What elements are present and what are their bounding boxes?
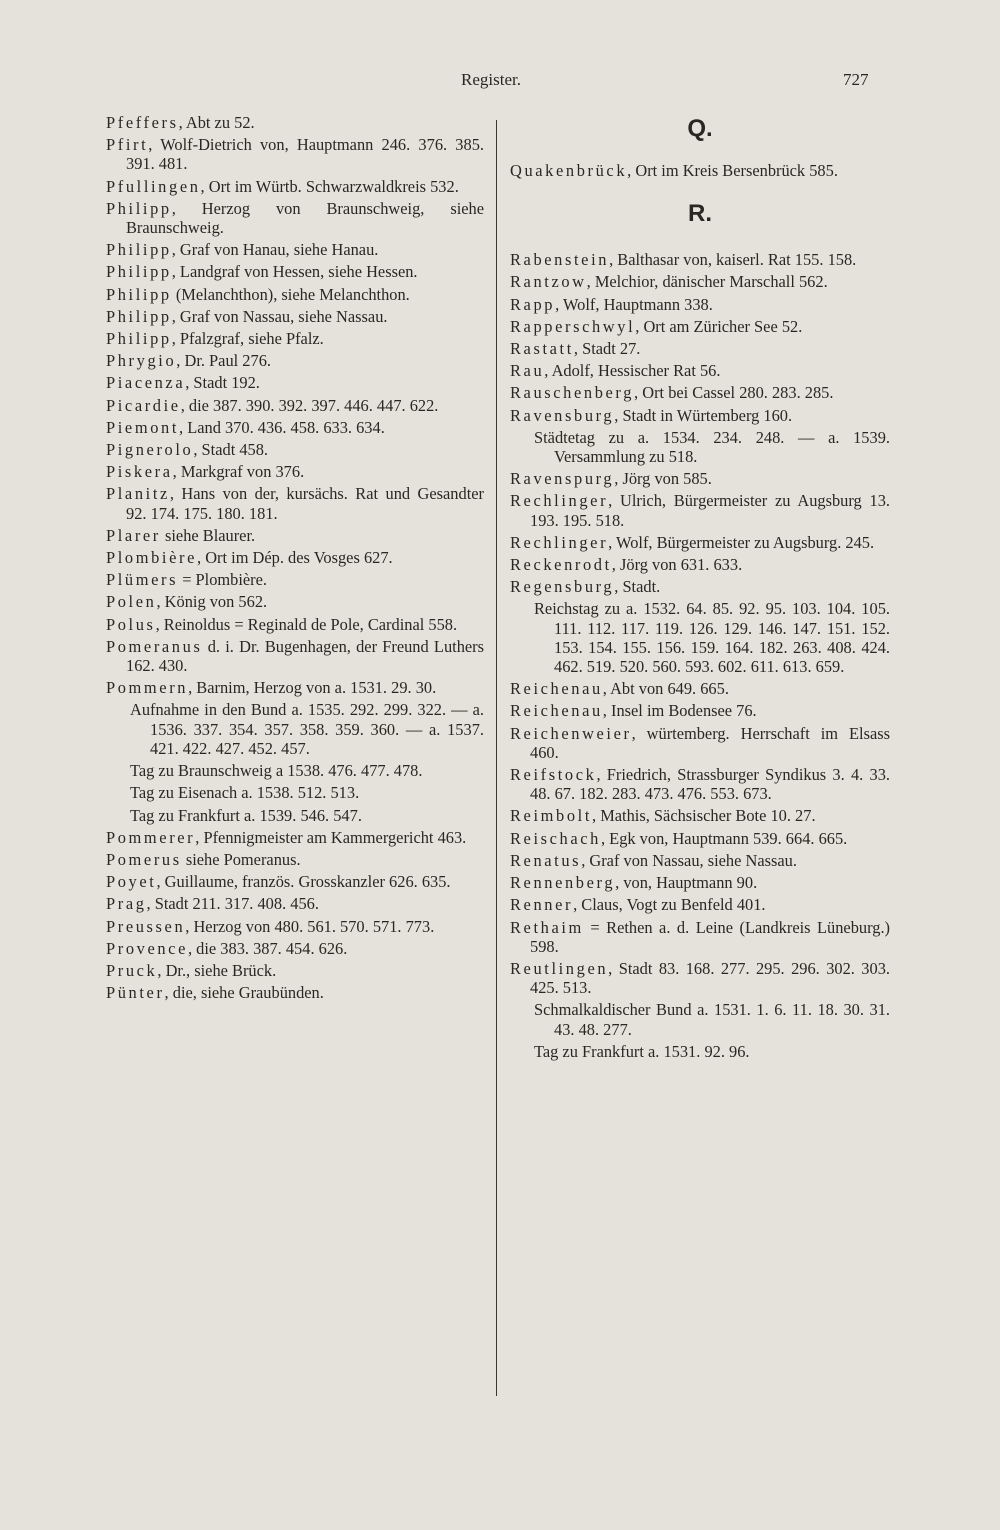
right-column xyxy=(510,113,890,1064)
entry-text: , Abt zu 52. xyxy=(178,113,255,132)
index-entry xyxy=(106,548,484,567)
entry-headword: Pommern xyxy=(106,678,189,698)
entry-text: , Graf von Nassau, siehe Nassau. xyxy=(171,306,388,326)
entry-text: siehe Pomeranus. xyxy=(181,849,301,869)
entry-headword: Pomeranus xyxy=(106,636,203,656)
index-entry xyxy=(510,555,890,574)
index-entry xyxy=(106,850,484,869)
index-entry xyxy=(106,462,484,481)
index-entry xyxy=(106,615,484,634)
entry-headword: Philipp xyxy=(106,262,172,282)
entry-text: , Ort am Züricher See 52. xyxy=(635,316,803,336)
index-entry xyxy=(106,177,484,196)
index-entry xyxy=(106,440,484,459)
entry-text: , Insel im Bodensee 76. xyxy=(602,701,757,721)
entry-text: , Abt von 649. 665. xyxy=(602,679,729,699)
page-number: 727 xyxy=(843,70,869,89)
index-entry xyxy=(510,701,890,720)
entry-headword: Quakenbrück xyxy=(510,161,628,180)
entry-text: , Landgraf von Hessen, siehe Hessen. xyxy=(171,262,418,282)
index-entry xyxy=(106,570,484,589)
entry-headword: Pfirt xyxy=(106,135,149,155)
left-column xyxy=(106,113,484,1005)
entry-headword: Pruck xyxy=(106,960,158,980)
entry-text: = Rethen a. d. Leine (Landkreis Lüneburg.) 598. xyxy=(530,917,890,956)
entry-text: , Stadt in Würtemberg 160. xyxy=(614,405,793,425)
entry-text: , Jörg von 585. xyxy=(614,469,712,489)
entry-text: , von, Hauptmann 90. xyxy=(615,873,758,893)
entry-headword: Reutlingen xyxy=(510,958,609,978)
entry-text: , die 387. 390. 392. 397. 446. 447. 622. xyxy=(180,395,439,415)
index-entry xyxy=(510,806,890,825)
index-entry xyxy=(510,406,890,425)
entry-headword: Rapperschwyl xyxy=(510,316,636,336)
entry-text: , Ulrich, Bürgermeister zu Augsburg 13. 193. 195. 518. xyxy=(530,491,890,530)
index-subentry: Aufnahme in den Bund a. 1535. 292. 299. 322. — a. 1536. 337. 354. 357. 358. 359. 360. — a. 1537. 421. 422. 427. 452. 457. xyxy=(130,700,484,758)
entry-headword: Prag xyxy=(106,894,147,914)
entry-text: , Stadt 192. xyxy=(185,373,260,393)
index-entry xyxy=(510,851,890,870)
entry-headword: Plümers xyxy=(106,570,179,590)
index-entry xyxy=(106,418,484,437)
index-entry xyxy=(510,295,890,314)
index-entry xyxy=(510,533,890,552)
entry-text: , Egk von, Hauptmann 539. 664. 665. xyxy=(600,828,848,848)
index-entry xyxy=(510,577,890,596)
running-title: Register. xyxy=(461,70,521,89)
entry-headword: Poyet xyxy=(106,872,157,892)
index-entry xyxy=(106,351,484,370)
index-entry xyxy=(106,592,484,611)
entry-headword: Rau xyxy=(510,361,545,381)
index-entry xyxy=(106,637,484,675)
index-subentry: Tag zu Eisenach a. 1538. 512. 513. xyxy=(130,783,360,803)
entry-headword: Renner xyxy=(510,895,574,915)
entry-text: , Ort im Dép. des Vosges 627. xyxy=(197,548,393,568)
entry-headword: Rabenstein xyxy=(510,250,610,270)
entry-text: , würtemberg. Herrschaft im Elsass 460. xyxy=(530,723,890,762)
index-entry xyxy=(106,396,484,415)
entry-text: , Dr., siehe Brück. xyxy=(157,960,277,980)
index-entry xyxy=(510,383,890,402)
entry-headword: Planitz xyxy=(106,484,170,504)
running-head xyxy=(0,70,1000,94)
index-entry xyxy=(510,339,890,358)
index-entry xyxy=(510,873,890,892)
index-subentry: Schmalkaldischer Bund a. 1531. 1. 6. 11. 18. 30. 31. 43. 48. 277. xyxy=(534,1000,890,1039)
index-entry xyxy=(106,113,484,132)
entry-headword: Picardie xyxy=(106,395,181,415)
entry-headword: Rechlinger xyxy=(510,491,609,511)
entry-headword: Piemont xyxy=(106,417,180,437)
index-entry xyxy=(106,828,484,847)
index-entry xyxy=(510,765,890,803)
index-entry xyxy=(106,526,484,545)
entry-text: , Graf von Nassau, siehe Nassau. xyxy=(581,850,797,870)
entry-headword: Rantzow xyxy=(510,272,587,292)
index-entry xyxy=(106,285,484,304)
entry-headword: Plarer xyxy=(106,525,161,545)
entry-headword: Pignerolo xyxy=(106,440,194,460)
entry-text: , Stadt 83. 168. 277. 295. 296. 302. 303. 425. 513. xyxy=(530,958,890,998)
index-entry xyxy=(106,135,484,173)
index-entry xyxy=(510,679,890,698)
index-entry xyxy=(510,250,890,269)
index-entry xyxy=(510,895,890,914)
index-subentry: Tag zu Frankfurt a. 1531. 92. 96. xyxy=(534,1041,750,1061)
index-entry xyxy=(106,329,484,348)
index-entry xyxy=(510,918,890,956)
index-entry xyxy=(106,872,484,891)
entry-text: , Guillaume, französ. Grosskanzler 626. 635. xyxy=(156,872,451,892)
entry-text: , Dr. Paul 276. xyxy=(176,351,271,371)
entry-headword: Pommerer xyxy=(106,827,196,847)
entry-text: , die 383. 387. 454. 626. xyxy=(187,938,348,958)
index-entry xyxy=(510,469,890,488)
entry-text: , die, siehe Graubünden. xyxy=(164,983,324,1003)
entry-headword: Philipp xyxy=(106,198,172,218)
entry-text: , Mathis, Sächsischer Bote 10. 27. xyxy=(592,806,816,826)
entry-text: , Friedrich, Strassburger Syndikus 3. 4. 33. 48. 67. 182. 283. 473. 476. 553. 673. xyxy=(530,765,890,804)
entry-text: , Wolf, Hauptmann 338. xyxy=(555,294,713,314)
entry-text: , Graf von Hanau, siehe Hanau. xyxy=(171,240,379,260)
entry-headword: Ravenspurg xyxy=(510,469,615,489)
entry-text: , Stadt. xyxy=(614,577,661,597)
entry-text: , Stadt 211. 317. 408. 456. xyxy=(146,894,319,914)
entry-text: , Stadt 27. xyxy=(573,339,641,359)
entry-text: , Ort bei Cassel 280. 283. 285. xyxy=(634,383,834,403)
entry-headword: Polus xyxy=(106,614,156,634)
index-entry xyxy=(510,959,890,997)
entry-text: d. i. Dr. Bugenhagen, der Freund Luthers 162. 430. xyxy=(126,636,484,676)
entry-text: , Wolf, Bürgermeister zu Augsburg. 245. xyxy=(608,532,875,552)
entry-headword: Philipp xyxy=(106,240,172,260)
index-entry xyxy=(510,317,890,336)
entry-headword: Phrygio xyxy=(106,351,177,371)
entry-headword: Rennenberg xyxy=(510,873,616,893)
entry-headword: Reichenau xyxy=(510,679,603,699)
entry-headword: Plombière xyxy=(106,548,197,568)
entry-headword: Preussen xyxy=(106,916,186,936)
entry-text: , Hans von der, kursächs. Rat und Gesandter 92. 174. 175. 180. 181. xyxy=(126,484,484,523)
index-entry xyxy=(106,199,484,237)
entry-text: , Barnim, Herzog von a. 1531. 29. 30. xyxy=(188,678,437,698)
entry-text: = Plombière. xyxy=(178,570,268,590)
index-entry xyxy=(106,307,484,326)
index-entry xyxy=(106,917,484,936)
entry-text: , Claus, Vogt zu Benfeld 401. xyxy=(573,895,766,915)
index-entry xyxy=(510,491,890,529)
entry-headword: Piacenza xyxy=(106,373,186,393)
entry-headword: Philipp xyxy=(106,284,172,304)
index-entry xyxy=(510,724,890,762)
index-entry xyxy=(106,262,484,281)
index-subentry: Tag zu Frankfurt a. 1539. 546. 547. xyxy=(130,805,362,825)
entry-text: , Jörg von 631. 633. xyxy=(611,555,743,575)
entry-headword: Rastatt xyxy=(510,339,574,359)
index-entry xyxy=(510,161,890,180)
index-entry xyxy=(106,983,484,1002)
entry-headword: Regensburg xyxy=(510,577,615,597)
entry-headword: Philipp xyxy=(106,306,172,326)
index-entry xyxy=(106,961,484,980)
entry-text: , Melchior, dänischer Marschall 562. xyxy=(586,272,828,292)
index-entry xyxy=(106,373,484,392)
entry-text: , Wolf-Dietrich von, Hauptmann 246. 376. 385. 391. 481. xyxy=(126,135,484,174)
entry-text: , Balthasar von, kaiserl. Rat 155. 158. xyxy=(609,250,857,270)
index-entry xyxy=(106,240,484,259)
entry-text: , Markgraf von 376. xyxy=(172,462,305,482)
entry-text: , Ort im Kreis Bersenbrück 585. xyxy=(627,161,838,180)
entry-headword: Pomerus xyxy=(106,849,182,869)
index-entry xyxy=(510,361,890,380)
entry-headword: Pünter xyxy=(106,983,165,1003)
entry-headword: Pfullingen xyxy=(106,176,201,196)
index-subentry: Städtetag zu a. 1534. 234. 248. — a. 1539. Versammlung zu 518. xyxy=(534,427,890,467)
entry-headword: Reischach xyxy=(510,828,601,848)
index-entry xyxy=(510,272,890,291)
entry-text: , Pfalzgraf, siehe Pfalz. xyxy=(171,329,324,349)
entry-text: , Pfennigmeister am Kammergericht 463. xyxy=(195,827,467,847)
entry-headword: Philipp xyxy=(106,329,172,349)
entry-text: , Ort im Würtb. Schwarzwaldkreis 532. xyxy=(200,176,459,196)
entry-headword: Reckenrodt xyxy=(510,555,612,575)
index-subentry: Reichstag zu a. 1532. 64. 85. 92. 95. 103. 104. 105. 111. 112. 117. 119. 126. 129. 146. 147. 151. 152. 153. 154. 155. 156. 159. 164. 182. 263. 408. 424. 462. 519. 520. 560. 593. 602. 611. 613. 659. xyxy=(534,599,890,677)
entry-text: (Melanchthon), siehe Melanchthon. xyxy=(171,284,410,304)
index-entry xyxy=(106,484,484,522)
entry-headword: Rapp xyxy=(510,294,556,314)
index-subentry: Tag zu Braunschweig a 1538. 476. 477. 478. xyxy=(130,761,423,781)
column-divider xyxy=(496,120,497,1396)
index-entry xyxy=(106,894,484,913)
entry-headword: Piskera xyxy=(106,462,173,482)
section-letter: R. xyxy=(688,200,712,228)
entry-text: , Stadt 458. xyxy=(193,440,269,460)
index-entry xyxy=(106,678,484,697)
entry-text: , Herzog von Braunschweig, siehe Braunschweig. xyxy=(126,198,484,238)
entry-headword: Provence xyxy=(106,938,188,958)
entry-headword: Polen xyxy=(106,592,157,612)
entry-headword: Reimbolt xyxy=(510,806,593,826)
entry-text: , Land 370. 436. 458. 633. 634. xyxy=(179,417,385,437)
entry-text: siehe Blaurer. xyxy=(160,525,256,545)
entry-headword: Reichenweier xyxy=(510,723,632,743)
index-entry xyxy=(510,829,890,848)
entry-text: , Herzog von 480. 561. 570. 571. 773. xyxy=(185,916,435,936)
entry-text: , König von 562. xyxy=(156,592,268,612)
entry-text: , Reinoldus = Reginald de Pole, Cardinal 558. xyxy=(155,614,458,634)
section-letter: Q. xyxy=(687,115,713,142)
entry-headword: Pfeffers xyxy=(106,113,179,132)
index-entry xyxy=(106,939,484,958)
entry-headword: Renatus xyxy=(510,850,582,870)
entry-headword: Rethaim xyxy=(510,917,584,937)
entry-headword: Rechlinger xyxy=(510,532,609,552)
entry-headword: Ravensburg xyxy=(510,405,615,425)
entry-headword: Rauschenberg xyxy=(510,383,635,403)
entry-headword: Reichenau xyxy=(510,701,603,721)
entry-headword: Reifstock xyxy=(510,765,597,785)
entry-text: , Adolf, Hessischer Rat 56. xyxy=(544,361,721,381)
